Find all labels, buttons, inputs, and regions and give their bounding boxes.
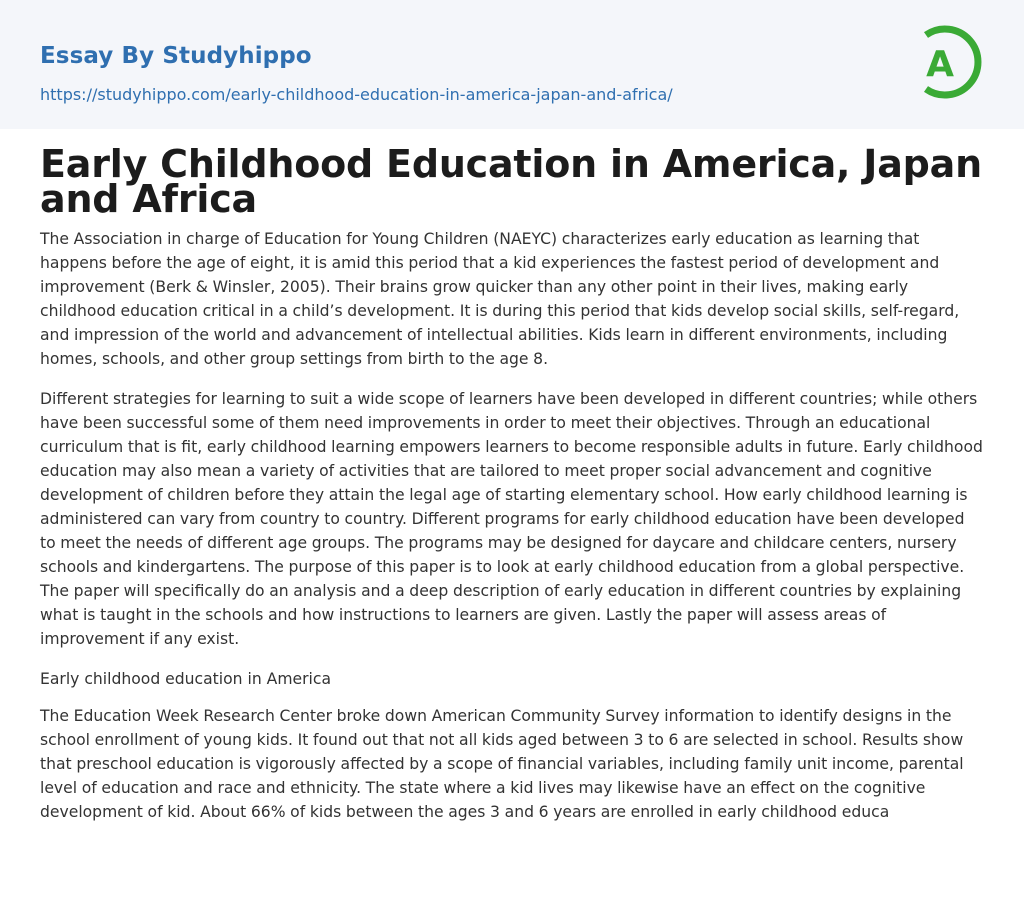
essay-paragraph-2: Different strategies for learning to suit a wide scope of learners have been developed in different countries; while others have been successful some of them need improvements in order to meet their objectives. Through an educational curriculum that is fit, early childhood learning empowers learners to become responsible adults in future. Early childhood education may also mean a variety of activities that are tailored to meet proper social advancement and cognitive development of children before they attain the legal age of starting elementary school. How early childhood learning is administered can vary from country to country. Different programs for early childhood education have been developed to meet the needs of different age groups. The programs may be designed for daycare and childcare centers, nursery schools and kindergartens. The purpose of this paper is to look at early childhood education from a global perspective. The paper will specifically do an analysis and a deep description of early education in different countries by explaining what is taught in the schools and how instructions to learners are given. Lastly the paper will assess areas of improvement if any exist. <box>40 390 983 648</box>
essay-content <box>0 129 1024 824</box>
essay-paragraph-1: The Association in charge of Education for Young Children (NAEYC) characterizes early education as learning that happens before the age of eight, it is amid this period that a kid experiences the fastest period of development and improvement (Berk & Winsler, 2005). Their brains grow quicker than any other point in their lives, making early childhood education critical in a child’s development. It is during this period that kids develop social skills, self-regard, and impression of the world and advancement of intellectual abilities. Kids learn in different environments, including homes, schools, and other group settings from birth to the age 8. <box>40 230 960 368</box>
studyhippo-logo-icon[interactable] <box>912 19 986 105</box>
essay-title: Early Childhood Education in America, Japan and Africa <box>40 142 982 221</box>
site-brand[interactable]: Essay By Studyhippo <box>40 43 312 69</box>
site-header <box>0 0 1024 129</box>
section-heading-america: Early childhood education in America <box>40 670 332 688</box>
essay-paragraph-3: The Education Week Research Center broke down American Community Survey information to identify designs in the school enrollment of young kids. It found out that not all kids aged between 3 to 6 are selected in school. Results show that preschool education is vigorously affected by a scope of financial variables, including family unit income, parental level of education and race and ethnicity. The state where a kid lives may likewise have an effect on the cognitive development of kid. About 66% of kids between the ages 3 and 6 years are enrolled in early childhood educa <box>40 707 964 821</box>
essay-url-link[interactable]: https://studyhippo.com/early-childhood-education-in-america-japan-and-africa/ <box>40 85 673 104</box>
logo-letter: A <box>926 44 954 85</box>
